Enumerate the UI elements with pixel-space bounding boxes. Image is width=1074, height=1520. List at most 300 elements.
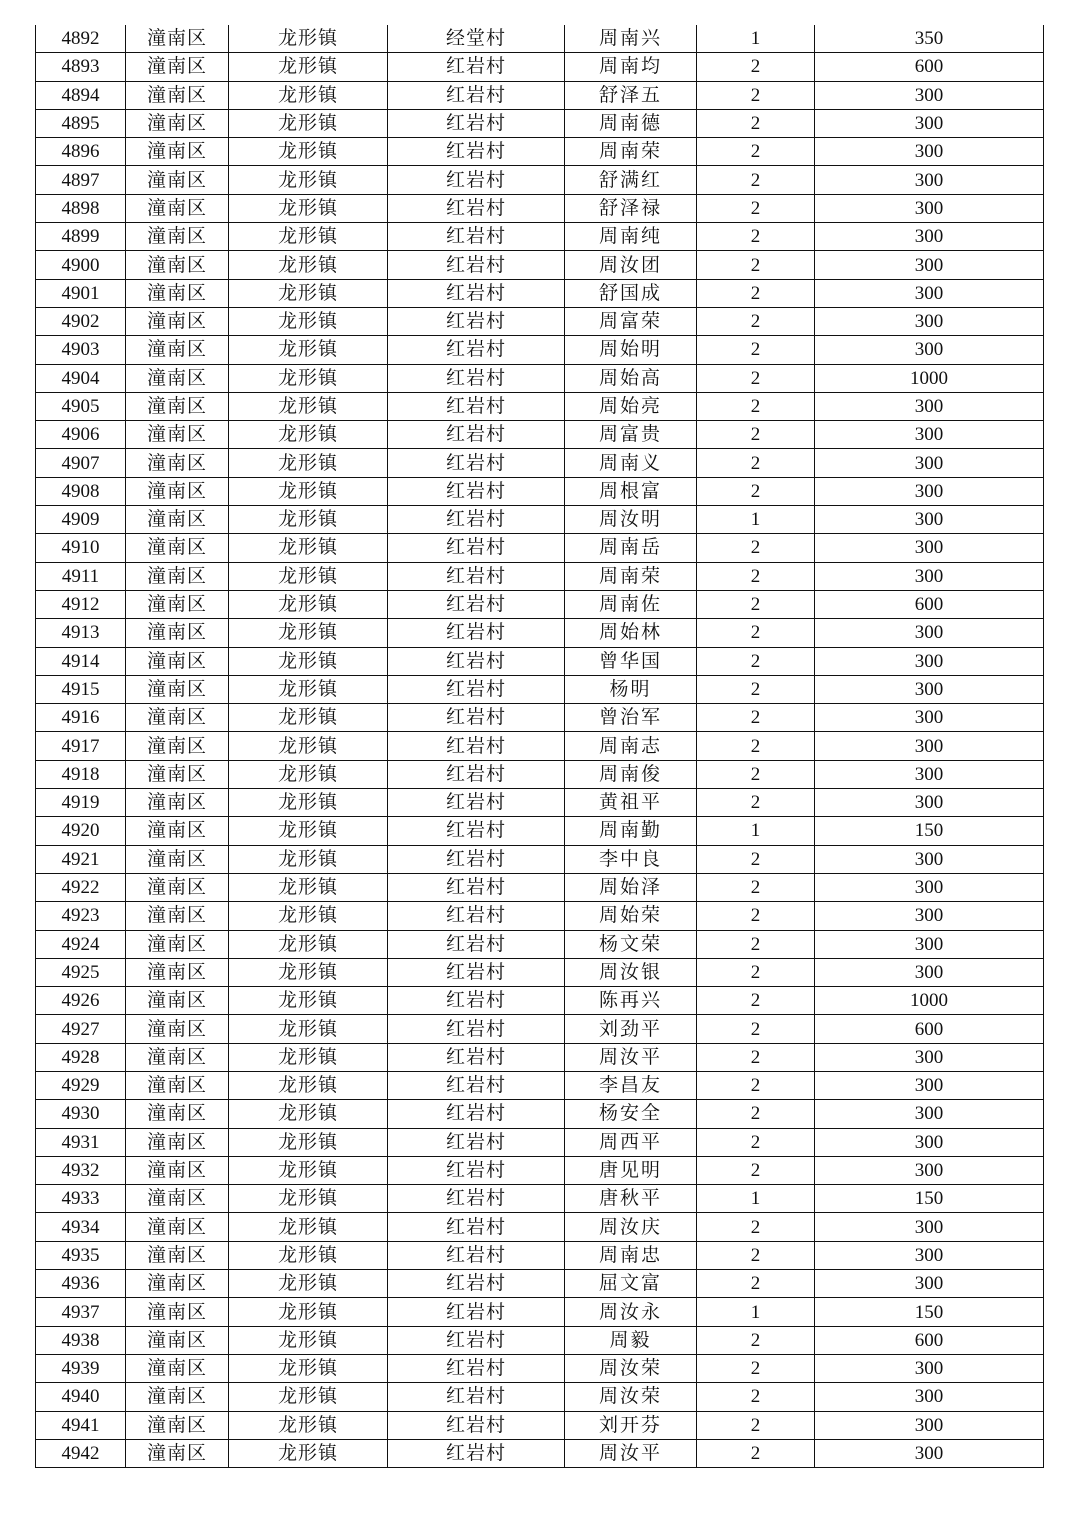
town-cell: 龙形镇: [229, 1326, 388, 1354]
table-row: [36, 449, 1044, 477]
count-cell: 1: [697, 506, 815, 534]
name-cell: 唐见明: [565, 1156, 697, 1184]
town-cell: 龙形镇: [229, 704, 388, 732]
village-cell: 红岩村: [388, 1439, 565, 1467]
table-row: [36, 81, 1044, 109]
table-row: [36, 987, 1044, 1015]
amount-cell: 300: [815, 506, 1044, 534]
town-cell: 龙形镇: [229, 817, 388, 845]
name-cell: 周南荣: [565, 138, 697, 166]
district-cell: 潼南区: [126, 1100, 229, 1128]
name-cell: 曾治军: [565, 704, 697, 732]
town-cell: 龙形镇: [229, 251, 388, 279]
row-number: 4911: [36, 562, 126, 590]
name-cell: 周汝永: [565, 1298, 697, 1326]
amount-cell: 300: [815, 902, 1044, 930]
village-cell: 红岩村: [388, 562, 565, 590]
row-number: 4939: [36, 1354, 126, 1382]
town-cell: 龙形镇: [229, 1270, 388, 1298]
village-cell: 红岩村: [388, 1354, 565, 1382]
count-cell: 2: [697, 534, 815, 562]
amount-cell: 300: [815, 958, 1044, 986]
town-cell: 龙形镇: [229, 1383, 388, 1411]
count-cell: 2: [697, 477, 815, 505]
amount-cell: 300: [815, 449, 1044, 477]
town-cell: 龙形镇: [229, 364, 388, 392]
town-cell: 龙形镇: [229, 873, 388, 901]
district-cell: 潼南区: [126, 902, 229, 930]
village-cell: 红岩村: [388, 364, 565, 392]
town-cell: 龙形镇: [229, 647, 388, 675]
village-cell: 红岩村: [388, 109, 565, 137]
count-cell: 2: [697, 166, 815, 194]
district-cell: 潼南区: [126, 1185, 229, 1213]
district-cell: 潼南区: [126, 1071, 229, 1099]
amount-cell: 150: [815, 817, 1044, 845]
row-number: 4895: [36, 109, 126, 137]
amount-cell: 300: [815, 1071, 1044, 1099]
count-cell: 2: [697, 590, 815, 618]
name-cell: 周根富: [565, 477, 697, 505]
table-row: [36, 817, 1044, 845]
row-number: 4893: [36, 53, 126, 81]
name-cell: 周汝平: [565, 1043, 697, 1071]
count-cell: 2: [697, 1128, 815, 1156]
row-number: 4938: [36, 1326, 126, 1354]
count-cell: 2: [697, 194, 815, 222]
name-cell: 周南勤: [565, 817, 697, 845]
town-cell: 龙形镇: [229, 732, 388, 760]
name-cell: 周汝荣: [565, 1354, 697, 1382]
district-cell: 潼南区: [126, 590, 229, 618]
village-cell: 红岩村: [388, 81, 565, 109]
district-cell: 潼南区: [126, 81, 229, 109]
count-cell: 2: [697, 392, 815, 420]
row-number: 4894: [36, 81, 126, 109]
count-cell: 2: [697, 987, 815, 1015]
district-cell: 潼南区: [126, 506, 229, 534]
district-cell: 潼南区: [126, 789, 229, 817]
village-cell: 红岩村: [388, 1298, 565, 1326]
row-number: 4900: [36, 251, 126, 279]
village-cell: 红岩村: [388, 194, 565, 222]
village-cell: 红岩村: [388, 477, 565, 505]
row-number: 4916: [36, 704, 126, 732]
row-number: 4892: [36, 25, 126, 53]
row-number: 4898: [36, 194, 126, 222]
row-number: 4897: [36, 166, 126, 194]
row-number: 4903: [36, 336, 126, 364]
town-cell: 龙形镇: [229, 930, 388, 958]
district-cell: 潼南区: [126, 1043, 229, 1071]
town-cell: 龙形镇: [229, 1241, 388, 1269]
name-cell: 周南忠: [565, 1241, 697, 1269]
town-cell: 龙形镇: [229, 109, 388, 137]
name-cell: 周汝团: [565, 251, 697, 279]
count-cell: 2: [697, 732, 815, 760]
town-cell: 龙形镇: [229, 534, 388, 562]
count-cell: 2: [697, 562, 815, 590]
count-cell: 1: [697, 1185, 815, 1213]
table-row: [36, 704, 1044, 732]
amount-cell: 600: [815, 53, 1044, 81]
count-cell: 2: [697, 1354, 815, 1382]
town-cell: 龙形镇: [229, 223, 388, 251]
row-number: 4902: [36, 307, 126, 335]
count-cell: 2: [697, 109, 815, 137]
village-cell: 红岩村: [388, 1213, 565, 1241]
village-cell: 红岩村: [388, 675, 565, 703]
count-cell: 2: [697, 704, 815, 732]
row-number: 4921: [36, 845, 126, 873]
count-cell: 2: [697, 336, 815, 364]
amount-cell: 300: [815, 1213, 1044, 1241]
name-cell: 周毅: [565, 1326, 697, 1354]
count-cell: 2: [697, 1015, 815, 1043]
village-cell: 红岩村: [388, 817, 565, 845]
table-row: [36, 958, 1044, 986]
row-number: 4909: [36, 506, 126, 534]
village-cell: 红岩村: [388, 789, 565, 817]
town-cell: 龙形镇: [229, 619, 388, 647]
name-cell: 黄祖平: [565, 789, 697, 817]
amount-cell: 300: [815, 845, 1044, 873]
amount-cell: 300: [815, 251, 1044, 279]
count-cell: 2: [697, 873, 815, 901]
row-number: 4896: [36, 138, 126, 166]
row-number: 4914: [36, 647, 126, 675]
district-cell: 潼南区: [126, 194, 229, 222]
amount-cell: 600: [815, 1015, 1044, 1043]
district-cell: 潼南区: [126, 845, 229, 873]
village-cell: 红岩村: [388, 166, 565, 194]
town-cell: 龙形镇: [229, 421, 388, 449]
row-number: 4930: [36, 1100, 126, 1128]
name-cell: 周汝庆: [565, 1213, 697, 1241]
amount-cell: 300: [815, 194, 1044, 222]
count-cell: 1: [697, 817, 815, 845]
row-number: 4912: [36, 590, 126, 618]
table-row: [36, 789, 1044, 817]
amount-cell: 300: [815, 336, 1044, 364]
district-cell: 潼南区: [126, 1156, 229, 1184]
town-cell: 龙形镇: [229, 166, 388, 194]
village-cell: 红岩村: [388, 619, 565, 647]
count-cell: 2: [697, 789, 815, 817]
name-cell: 舒满红: [565, 166, 697, 194]
district-cell: 潼南区: [126, 930, 229, 958]
table-row: [36, 675, 1044, 703]
name-cell: 周始荣: [565, 902, 697, 930]
table-row: [36, 1100, 1044, 1128]
district-cell: 潼南区: [126, 1439, 229, 1467]
count-cell: 2: [697, 647, 815, 675]
name-cell: 周南俊: [565, 760, 697, 788]
amount-cell: 300: [815, 307, 1044, 335]
amount-cell: 300: [815, 1270, 1044, 1298]
count-cell: 2: [697, 1270, 815, 1298]
amount-cell: 300: [815, 81, 1044, 109]
district-cell: 潼南区: [126, 109, 229, 137]
row-number: 4935: [36, 1241, 126, 1269]
village-cell: 红岩村: [388, 902, 565, 930]
table-row: [36, 25, 1044, 53]
table-row: [36, 760, 1044, 788]
row-number: 4910: [36, 534, 126, 562]
village-cell: 经堂村: [388, 25, 565, 53]
row-number: 4929: [36, 1071, 126, 1099]
table-body: [36, 25, 1044, 1468]
district-cell: 潼南区: [126, 1326, 229, 1354]
table-row: [36, 1043, 1044, 1071]
table-row: [36, 109, 1044, 137]
amount-cell: 300: [815, 1241, 1044, 1269]
town-cell: 龙形镇: [229, 53, 388, 81]
district-cell: 潼南区: [126, 421, 229, 449]
amount-cell: 300: [815, 1128, 1044, 1156]
table-row: [36, 1213, 1044, 1241]
town-cell: 龙形镇: [229, 1298, 388, 1326]
name-cell: 周汝银: [565, 958, 697, 986]
table-row: [36, 619, 1044, 647]
village-cell: 红岩村: [388, 1185, 565, 1213]
count-cell: 2: [697, 1100, 815, 1128]
district-cell: 潼南区: [126, 1213, 229, 1241]
table-row: [36, 1270, 1044, 1298]
village-cell: 红岩村: [388, 1383, 565, 1411]
name-cell: 周南德: [565, 109, 697, 137]
district-cell: 潼南区: [126, 449, 229, 477]
town-cell: 龙形镇: [229, 81, 388, 109]
data-table: [35, 25, 1044, 1468]
amount-cell: 300: [815, 873, 1044, 901]
name-cell: 周汝荣: [565, 1383, 697, 1411]
amount-cell: 300: [815, 930, 1044, 958]
table-row: [36, 1015, 1044, 1043]
amount-cell: 350: [815, 25, 1044, 53]
district-cell: 潼南区: [126, 675, 229, 703]
table-row: [36, 1383, 1044, 1411]
district-cell: 潼南区: [126, 817, 229, 845]
row-number: 4907: [36, 449, 126, 477]
table-row: [36, 1298, 1044, 1326]
district-cell: 潼南区: [126, 1241, 229, 1269]
district-cell: 潼南区: [126, 392, 229, 420]
district-cell: 潼南区: [126, 732, 229, 760]
district-cell: 潼南区: [126, 251, 229, 279]
row-number: 4931: [36, 1128, 126, 1156]
table-row: [36, 1326, 1044, 1354]
amount-cell: 300: [815, 1439, 1044, 1467]
district-cell: 潼南区: [126, 619, 229, 647]
amount-cell: 150: [815, 1298, 1044, 1326]
district-cell: 潼南区: [126, 1383, 229, 1411]
district-cell: 潼南区: [126, 223, 229, 251]
row-number: 4920: [36, 817, 126, 845]
name-cell: 周南荣: [565, 562, 697, 590]
district-cell: 潼南区: [126, 958, 229, 986]
village-cell: 红岩村: [388, 704, 565, 732]
amount-cell: 300: [815, 647, 1044, 675]
village-cell: 红岩村: [388, 1015, 565, 1043]
name-cell: 舒泽五: [565, 81, 697, 109]
row-number: 4899: [36, 223, 126, 251]
count-cell: 2: [697, 307, 815, 335]
village-cell: 红岩村: [388, 534, 565, 562]
name-cell: 周汝明: [565, 506, 697, 534]
amount-cell: 300: [815, 732, 1044, 760]
amount-cell: 300: [815, 392, 1044, 420]
row-number: 4901: [36, 279, 126, 307]
name-cell: 杨明: [565, 675, 697, 703]
count-cell: 2: [697, 845, 815, 873]
village-cell: 红岩村: [388, 930, 565, 958]
row-number: 4933: [36, 1185, 126, 1213]
table-row: [36, 392, 1044, 420]
village-cell: 红岩村: [388, 421, 565, 449]
village-cell: 红岩村: [388, 53, 565, 81]
town-cell: 龙形镇: [229, 506, 388, 534]
town-cell: 龙形镇: [229, 1100, 388, 1128]
name-cell: 周南志: [565, 732, 697, 760]
count-cell: 2: [697, 223, 815, 251]
town-cell: 龙形镇: [229, 845, 388, 873]
count-cell: 2: [697, 251, 815, 279]
row-number: 4942: [36, 1439, 126, 1467]
district-cell: 潼南区: [126, 562, 229, 590]
table-row: [36, 873, 1044, 901]
count-cell: 2: [697, 1241, 815, 1269]
table-row: [36, 1156, 1044, 1184]
town-cell: 龙形镇: [229, 675, 388, 703]
name-cell: 周汝平: [565, 1439, 697, 1467]
count-cell: 2: [697, 1071, 815, 1099]
table-row: [36, 732, 1044, 760]
amount-cell: 300: [815, 562, 1044, 590]
town-cell: 龙形镇: [229, 279, 388, 307]
count-cell: 2: [697, 1383, 815, 1411]
table-row: [36, 1185, 1044, 1213]
district-cell: 潼南区: [126, 166, 229, 194]
town-cell: 龙形镇: [229, 1015, 388, 1043]
count-cell: 2: [697, 1326, 815, 1354]
village-cell: 红岩村: [388, 1100, 565, 1128]
name-cell: 李中良: [565, 845, 697, 873]
table-row: [36, 1411, 1044, 1439]
amount-cell: 600: [815, 1326, 1044, 1354]
row-number: 4940: [36, 1383, 126, 1411]
count-cell: 2: [697, 1439, 815, 1467]
amount-cell: 300: [815, 1383, 1044, 1411]
town-cell: 龙形镇: [229, 1043, 388, 1071]
table-row: [36, 534, 1044, 562]
amount-cell: 300: [815, 223, 1044, 251]
row-number: 4905: [36, 392, 126, 420]
name-cell: 舒泽禄: [565, 194, 697, 222]
row-number: 4904: [36, 364, 126, 392]
name-cell: 周南岳: [565, 534, 697, 562]
town-cell: 龙形镇: [229, 1071, 388, 1099]
district-cell: 潼南区: [126, 647, 229, 675]
town-cell: 龙形镇: [229, 25, 388, 53]
amount-cell: 300: [815, 1043, 1044, 1071]
table-row: [36, 1241, 1044, 1269]
amount-cell: 300: [815, 166, 1044, 194]
town-cell: 龙形镇: [229, 336, 388, 364]
count-cell: 2: [697, 619, 815, 647]
count-cell: 2: [697, 902, 815, 930]
count-cell: 2: [697, 53, 815, 81]
amount-cell: 300: [815, 138, 1044, 166]
row-number: 4917: [36, 732, 126, 760]
town-cell: 龙形镇: [229, 1213, 388, 1241]
count-cell: 2: [697, 1213, 815, 1241]
village-cell: 红岩村: [388, 392, 565, 420]
name-cell: 陈再兴: [565, 987, 697, 1015]
town-cell: 龙形镇: [229, 1156, 388, 1184]
village-cell: 红岩村: [388, 336, 565, 364]
row-number: 4927: [36, 1015, 126, 1043]
district-cell: 潼南区: [126, 25, 229, 53]
name-cell: 周富荣: [565, 307, 697, 335]
village-cell: 红岩村: [388, 1270, 565, 1298]
amount-cell: 300: [815, 1156, 1044, 1184]
town-cell: 龙形镇: [229, 477, 388, 505]
count-cell: 2: [697, 930, 815, 958]
village-cell: 红岩村: [388, 279, 565, 307]
district-cell: 潼南区: [126, 1411, 229, 1439]
town-cell: 龙形镇: [229, 1411, 388, 1439]
name-cell: 刘开芬: [565, 1411, 697, 1439]
town-cell: 龙形镇: [229, 987, 388, 1015]
table-row: [36, 364, 1044, 392]
count-cell: 2: [697, 1043, 815, 1071]
town-cell: 龙形镇: [229, 1128, 388, 1156]
village-cell: 红岩村: [388, 251, 565, 279]
count-cell: 2: [697, 421, 815, 449]
count-cell: 2: [697, 81, 815, 109]
count-cell: 2: [697, 279, 815, 307]
district-cell: 潼南区: [126, 279, 229, 307]
table-row: [36, 647, 1044, 675]
table-row: [36, 194, 1044, 222]
row-number: 4913: [36, 619, 126, 647]
village-cell: 红岩村: [388, 449, 565, 477]
amount-cell: 300: [815, 675, 1044, 703]
name-cell: 唐秋平: [565, 1185, 697, 1213]
amount-cell: 300: [815, 279, 1044, 307]
table-row: [36, 477, 1044, 505]
town-cell: 龙形镇: [229, 789, 388, 817]
district-cell: 潼南区: [126, 1298, 229, 1326]
table-row: [36, 166, 1044, 194]
name-cell: 杨安全: [565, 1100, 697, 1128]
amount-cell: 300: [815, 704, 1044, 732]
name-cell: 周南兴: [565, 25, 697, 53]
row-number: 4906: [36, 421, 126, 449]
amount-cell: 300: [815, 109, 1044, 137]
village-cell: 红岩村: [388, 590, 565, 618]
table-row: [36, 506, 1044, 534]
name-cell: 周南均: [565, 53, 697, 81]
row-number: 4924: [36, 930, 126, 958]
district-cell: 潼南区: [126, 987, 229, 1015]
table-row: [36, 336, 1044, 364]
village-cell: 红岩村: [388, 1241, 565, 1269]
name-cell: 周始高: [565, 364, 697, 392]
table-row: [36, 1071, 1044, 1099]
name-cell: 周始亮: [565, 392, 697, 420]
